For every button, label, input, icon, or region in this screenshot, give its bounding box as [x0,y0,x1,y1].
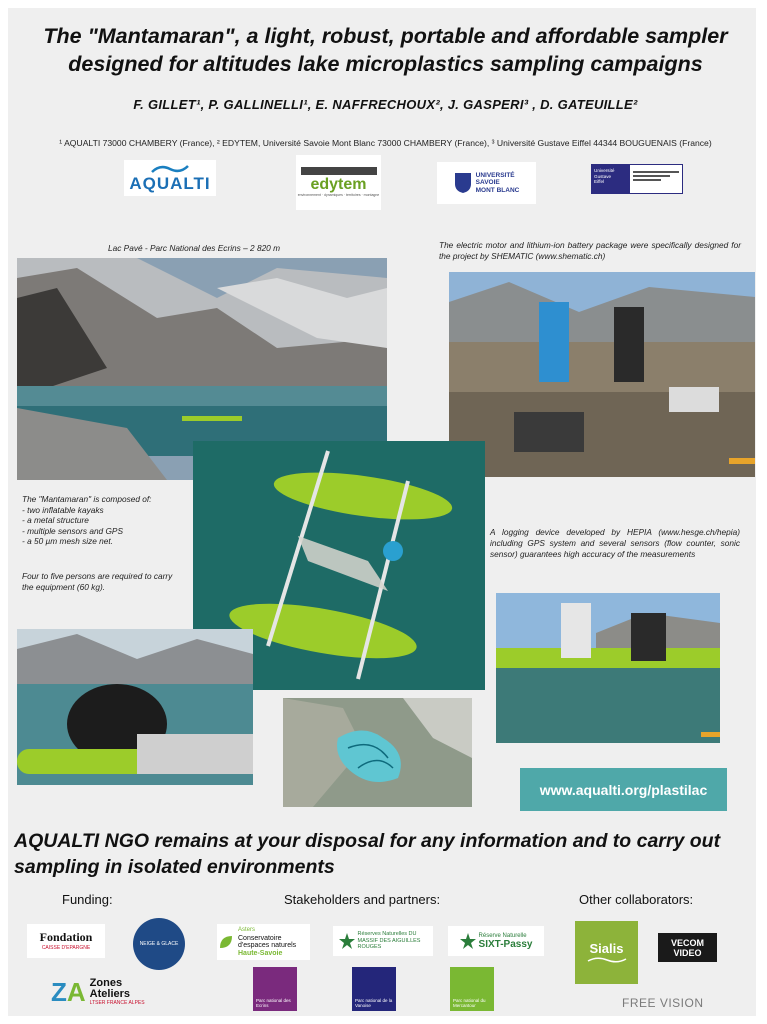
pn-vanoise-text: Parc national de la Vanoise [355,998,393,1008]
aqualti-logo [124,160,216,196]
pn-mercantour-text: Parc national du Mercantour [453,998,486,1008]
fondation-logo [27,924,105,958]
collaborators-label: Other collaborators: [579,892,694,907]
pn-ecrins-logo [253,967,297,1011]
composition-intro: The "Mantamaran" is composed of: [22,494,152,504]
fondation-text: Fondation [39,929,93,944]
pn-vanoise-logo [352,967,396,1011]
ateliers-text: Ateliers [89,988,131,1000]
funding-label: Funding: [62,892,113,907]
edytem-logo [296,155,381,210]
motor-team-photo [449,272,755,477]
zones-subtext: LTSER FRANCE ALPES [89,1000,145,1006]
authors: F. GILLET¹, P. GALLINELLI¹, E. NAFFRECHOUX², J. GASPERI³ , D. GATEUILLE² [133,97,638,112]
pn-mercantour-logo [450,967,494,1011]
eiffel-logo [591,164,683,194]
star-icon [339,933,355,949]
motor-caption: The electric motor and lithium-ion battery package were specifically designed for the project by SHEMATIC (www.shematic.ch) [439,240,741,261]
neige-glace-logo [133,918,185,970]
logging-device-photo [496,593,720,743]
rn-sixt-text: SIXT-Passy [478,939,533,950]
composition-text [22,494,187,547]
logging-caption: A logging device developed by HEPIA (www.hesge.ch/hepia) including GPS system and several sensors (flow counter, sonic sensor) guarantees high accuracy of the measurements [490,527,740,559]
star-icon [460,933,476,949]
sialis-text: Sialis [589,941,624,956]
edytem-logo-text: edytem [310,176,367,193]
vecom-text: VECOM VIDEO [670,937,704,958]
pn-ecrins-text: Parc national des Ecrins [256,998,291,1008]
sialis-logo [575,921,638,984]
usmb-line-2: SAVOIE [475,179,500,187]
title-line-1: The "Mantamaran", a light, robust, portable and affordable sampler [43,24,728,48]
asters-line-3: Haute-Savoie [238,949,283,957]
rn-aiguilles-logo [333,926,433,956]
shield-icon [454,172,472,194]
carry-text: Four to five persons are required to carry the equipment (60 kg). [22,571,173,592]
poster-title [18,22,753,78]
stakeholders-label: Stakeholders and partners: [284,892,441,907]
leaf-icon [217,933,235,951]
eiffel-line-1: Université [594,168,615,173]
project-url-link[interactable]: www.aqualti.org/plastilac [520,768,727,811]
usmb-line-3: MONT BLANC [475,186,520,194]
eiffel-line-2: Gustave [594,173,612,179]
eiffel-line-3: Eiffel [594,179,605,184]
rn-sixt-top: Réserve Naturelle [478,933,527,939]
usmb-line-1: UNIVERSITÉ [475,171,515,179]
asters-logo [217,924,310,960]
neige-glace-text: NEIGE & GLACE [139,941,179,947]
asters-top: Asters [238,927,256,933]
lake-map [283,698,472,807]
asters-line-2: d'espaces naturels [238,942,297,949]
closing-statement: AQUALTI NGO remains at your disposal for any information and to carry out sampling in isolated environments [14,830,721,878]
kayak-operator-photo [17,629,253,785]
asters-line-1: Conservatoire [238,934,282,942]
affiliations: ¹ AQUALTI 73000 CHAMBERY (France), ² EDYTEM, Université Savoie Mont Blanc 73000 CHAMBERY (France), ³ Université Gustave Eiffel 44344 BOUGUENAIS (France) [59,138,712,148]
freevision-logo: FREE VISION [622,996,704,1010]
edytem-logo-subtext: environnement · dynamiques · territoires · montagne [297,193,380,197]
mountain-band [301,167,377,175]
composition-item: - a metal structure [22,515,187,526]
rn-sixt-logo [448,926,544,956]
composition-item: - two inflatable kayaks [22,505,187,516]
composition-list [22,505,187,547]
aqualti-logo-text: AQUALTI [129,174,211,193]
composition-item: - a 50 µm mesh size net. [22,536,187,547]
lake-caption: Lac Pavé - Parc National des Ecrins – 2 820 m [108,243,281,253]
zones-text: Zones [89,977,123,989]
caisse-text: CAISSE D'EPARGNE [41,944,91,951]
composition-item: - multiple sensors and GPS [22,526,187,537]
usmb-logo [437,162,536,204]
rn-aiguilles-text: Réserves Naturelles DU MASSIF DES AIGUILLES ROUGES [357,931,421,951]
eiffel-lab-text [630,165,682,193]
wave-icon [587,956,627,964]
title-line-2: designed for altitudes lake microplastics sampling campaigns [68,52,703,76]
vecom-video-logo [658,933,717,962]
zones-ateliers-logo: ZA Zones Ateliers LTSER FRANCE ALPES [51,977,145,1007]
